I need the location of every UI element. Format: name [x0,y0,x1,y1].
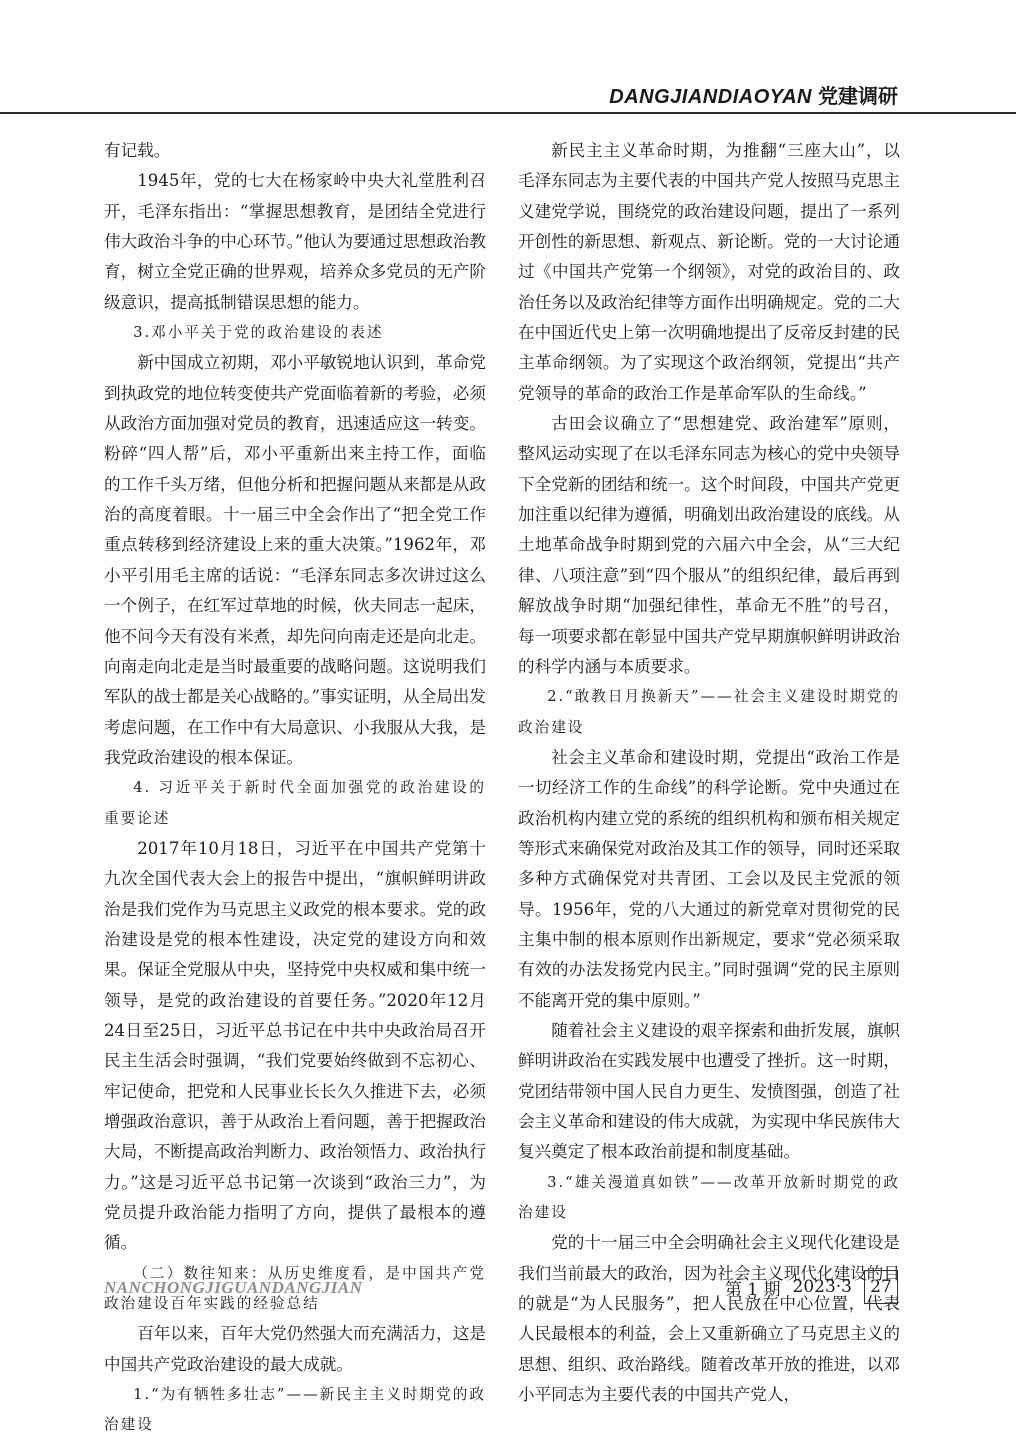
left-column [104,136,486,1441]
subheading: 1.“为有牺牲多壮志”——新民主主义时期党的政治建设 [104,1386,486,1434]
paragraph: 百年以来，百年大党仍然强大而充满活力，这是中国共产党政治建设的最大成就。 [104,1324,486,1374]
subheading: 3.邓小平关于党的政治建设的表述 [133,324,384,342]
paragraph: 新中国成立初期，邓小平敏锐地认识到，革命党到执政党的地位转变使共产党面临着新的考验，必须从政治方面加强对党员的教育，迅速适应这一转变。粉碎“四人帮”后，邓小平重新出来主持工作，面临的工作千头万绪，但他分析和把握问题从来都是从政治的高度着眼。十一届三中全会作出了“把全党工作重点转移到经济建设上来的重大决策。”1962年，邓小平引用毛主席的话说：“毛泽东同志多次讲过这么一个例子，在红军过草地的时候，伙夫同志一起床，他不问今天有没有米煮，却先问向南走还是向北走。向南走向北走是当时最重要的战略问题。这说明我们军队的战士都是关心战略的。”事实证明，从全局出发考虑问题，在工作中有大局意识、小我服从大我，是我党政治建设的根本保证。 [104,353,486,767]
paragraph-continuation: 有记载。 [104,141,171,160]
paragraph: 新民主主义革命时期，为推翻“三座大山”，以毛泽东同志为主要代表的中国共产党人按照马克思主义建党学说，围绕党的政治建设问题，提出了一系列开创性的新思想、新观点、新论断。党的一大讨论通过《中国共产党第一个纲领》，对党的政治目的、政治任务以及政治纪律等方面作出明确规定。党的二大在中国近代史上第一次明确地提出了反帝反封建的民主革命纲领。为了实现这个政治纲领，党提出“共产党领导的革命的政治工作是革命军队的生命线。” [518,141,900,403]
right-column [518,136,900,1410]
header-latin-title: DANGJIANDIAOYAN [609,86,812,108]
paragraph: 随着社会主义建设的艰辛探索和曲折发展，旗帜鲜明讲政治在实践发展中也遭受了挫折。这一时期，党团结带领中国人民自力更生、发愤图强，创造了社会主义革命和建设的伟大成就，为实现中华民族伟大复兴奠定了根本政治前提和制度基础。 [518,1020,900,1162]
running-header [609,80,898,109]
paragraph: 古田会议确立了“思想建党、政治建军”原则，整风运动实现了在以毛泽东同志为核心的党中央领导下全党新的团结和统一。这个时间段，中国共产党更加注重以纪律为遵循，明确划出政治建设的底线。从土地革命战争时期到党的六届六中全会，从“三大纪律、八项注意”到“四个服从”的组织纪律，最后再到解放战争时期“加强纪律性，革命无不胜”的号召，每一项要求都在彰显中国共产党早期旗帜鲜明讲政治的科学内涵与本质要求。 [518,414,900,676]
page-number: 27 [864,1270,898,1304]
subheading: 2.“敢教日月换新天”——社会主义建设时期党的政治建设 [518,688,900,736]
paragraph: 1945年，党的七大在杨家岭中央大礼堂胜利召开，毛泽东指出：“掌握思想教育，是团结全党进行伟大政治斗争的中心环节。”他认为要通过思想政治教育，树立全党正确的世界观，培养众多党员的无产阶级意识，提高抵制错误思想的能力。 [104,171,486,312]
paragraph: 2017年10月18日，习近平在中国共产党第十九次全国代表大会上的报告中提出，“旗帜鲜明讲政治是我们党作为马克思主义政党的根本要求。党的政治建设是党的根本性建设，决定党的建设方向和效果。保证全党服从中央，坚持党中央权威和集中统一领导，是党的政治建设的首要任务。”2020年12月24日至25日，习近平总书记在中共中央政治局召开民主生活会时强调，“我们党要始终做到不忘初心、牢记使命，把党和人民事业长长久久推进下去，必须增强政治意识，善于从政治上看问题，善于把握政治大局，不断提高政治判断力、政治领悟力、政治执行力。”这是习近平总书记第一次谈到“政治三力”，为党员提升政治能力指明了方向，提供了最根本的遵循。 [104,838,486,1253]
header-section-title: 党建调研 [818,86,898,108]
paragraph: 党的十一届三中全会明确社会主义现代化建设是我们当前最大的政治，因为社会主义现代化建设的目的就是“为人民服务”，把人民放在中心位置，代表人民最根本的利益，会上又重新确立了马克思主义的思想、组织、政治路线。随着改革开放的推进，以邓小平同志为主要代表的中国共产党人， [518,1233,900,1405]
header-rule [0,112,1016,114]
issue-date: 2023·3 [792,1277,852,1297]
subheading: 4. 习近平关于新时代全面加强党的政治建设的重要论述 [104,779,486,827]
paragraph: 社会主义革命和建设时期，党提出“政治工作是一切经济工作的生命线”的科学论断。党中央通过在政治机构内建立党的系统的组织机构和颁布相关规定等形式来确保党对政治及其工作的领导，同时还采取多种方式确保党对共青团、工会以及民主党派的领导。1956年，党的八大通过的新党章对贯彻党的民主集中制的根本原则作出新规定，要求“党必须采取有效的办法发扬党内民主。”同时强调“党的民主原则不能离开党的集中原则。” [518,747,900,1010]
footer-journal-name: NANCHONGJIGUANDANGJIAN [104,1278,363,1297]
issue-number: 第 1 期 [724,1279,781,1300]
footer-issue-info [725,1270,898,1304]
subheading: 3.“雄关漫道真如铁”——改革开放新时期党的政治建设 [518,1173,900,1222]
section-heading: （二）数往知来：从历史维度看，是中国共产党政治建设百年实践的经验总结 [104,1264,486,1313]
